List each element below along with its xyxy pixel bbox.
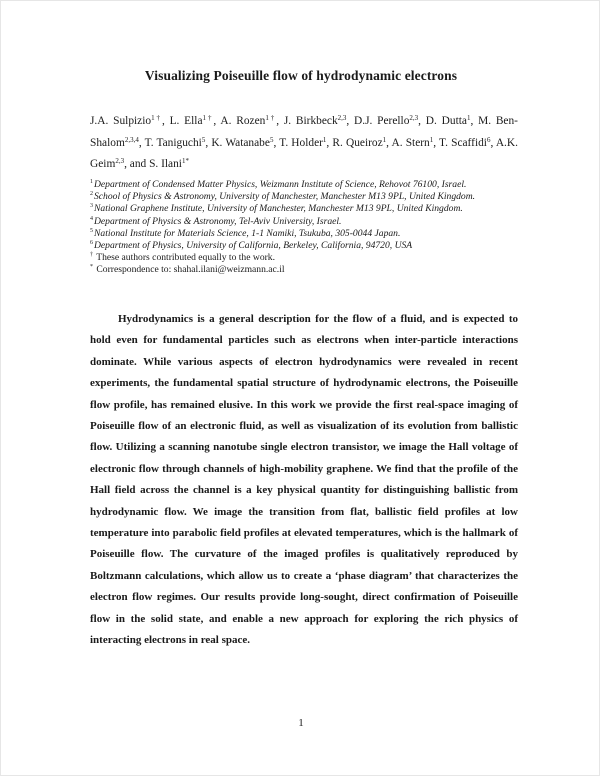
- affiliation-mark: 2: [90, 191, 93, 198]
- author-affiliation-mark: 5: [269, 135, 274, 144]
- author-separator: , and: [124, 158, 150, 170]
- affiliation: [90, 216, 518, 228]
- author-separator: ,: [138, 136, 145, 149]
- affiliation-mark: 5: [90, 227, 93, 234]
- author-affiliation-mark: 1†: [151, 114, 162, 122]
- author-affiliation-mark: 1†: [202, 114, 214, 122]
- author-affiliation-mark: 2,3,4: [124, 135, 139, 144]
- author-separator: ,: [346, 115, 355, 127]
- author-name: S. Ilani: [149, 158, 182, 170]
- author-note: [90, 252, 518, 264]
- affiliation-mark: 3: [90, 203, 93, 210]
- author-separator: ,: [205, 136, 212, 149]
- author-name: J. Birkbeck: [283, 115, 338, 127]
- author-name: A. Rozen: [220, 115, 266, 127]
- author-separator: ,: [273, 136, 280, 149]
- affiliation-text: National Graphene Institute, University of Manchester, Manchester M13 9PL, United Kingdom.: [94, 203, 463, 215]
- affiliation: [90, 191, 518, 203]
- affiliation-text: Department of Physics, University of California, Berkeley, California, 94720, USA: [94, 240, 413, 252]
- author-separator: ,: [276, 115, 284, 127]
- author-separator: ,: [386, 136, 392, 149]
- paper-title: Visualizing Poiseuille flow of hydrodynamic electrons: [144, 68, 458, 83]
- author-affiliation-mark: 5: [201, 135, 206, 144]
- note-text: Correspondence to: shahal.ilani@weizmann.ac.il: [96, 264, 285, 276]
- note-mark: *: [90, 264, 93, 271]
- author-affiliation-mark: 1*: [181, 157, 189, 165]
- affiliation-mark: 4: [90, 215, 93, 222]
- author-name: D.J. Perello: [354, 115, 410, 127]
- author-separator: ,: [470, 115, 479, 127]
- affiliation: [90, 240, 518, 252]
- author-name: L. Ella: [169, 115, 203, 127]
- author-affiliation-mark: 1: [382, 135, 387, 144]
- author-affiliation-mark: 1: [429, 135, 434, 144]
- affiliation-mark: 6: [90, 240, 93, 247]
- affiliation-text: National Institute for Materials Science, 1-1 Namiki, Tsukuba, 305-0044 Japan.: [94, 227, 401, 239]
- author-separator: ,: [213, 115, 221, 127]
- abstract-paragraph: Hydrodynamics is a general description for the flow of a fluid, and is expected to hold even for fundamental particles such as electrons when inter-particle interactions dominate. While various aspects of electron hydrodynamics were revealed in recent experiments, the fundamental spatial structure of hydrodynamic electrons, the Poiseuille flow profile, has remained elusive. In this work we provide the first real-space imaging of Poiseuille flow of an electronic fluid, as well as visualization of its evolution from ballistic flow. Utilizing a scanning nanotube single electron transistor, we image the Hall voltage of electronic flow through channels of high-mobility graphene. We find that the profile of the Hall field across the channel is a key physical quantity for distinguishing ballistic from hydrodynamic flow. We image the transition from flat, ballistic field profiles at low temperature into parabolic field profiles at elevated temperatures, which is the hallmark of Poiseuille flow. The curvature of the imaged profiles is qualitatively reproduced by Boltzmann calculations, which allow us to create a ‘phase diagram’ that characterizes the electron flow regimes. Our results provide long-sought, direct confirmation of Poiseuille flow in the solid state, and enable a new approach for exploring the rich physics of interacting electrons in real space.: [90, 313, 518, 647]
- affiliation: [90, 228, 518, 240]
- author-note: [90, 264, 518, 276]
- note-mark: †: [90, 252, 93, 259]
- author-name: J.A. Sulpizio: [90, 115, 152, 127]
- author-list: [90, 111, 518, 176]
- page-number: 1: [298, 717, 304, 729]
- author-name: R. Queiroz: [332, 136, 383, 149]
- affiliation: [90, 203, 518, 215]
- affiliation-text: School of Physics & Astronomy, University of Manchester, Manchester M13 9PL, United Kingdom.: [94, 191, 476, 203]
- affiliations-block: [90, 179, 518, 277]
- affiliation-text: Department of Physics & Astronomy, Tel-Aviv University, Israel.: [94, 215, 342, 227]
- author-name: K. Watanabe: [211, 136, 270, 149]
- author-affiliation-mark: 1: [466, 114, 471, 122]
- author-name: T. Holder: [279, 136, 323, 149]
- note-text: These authors contributed equally to the work.: [96, 252, 276, 264]
- author-affiliation-mark: 1: [322, 135, 327, 144]
- author-affiliation-mark: 2,3: [409, 114, 419, 122]
- author-separator: ,: [433, 136, 440, 149]
- author-name: T. Scaffidi: [439, 136, 487, 149]
- author-separator: ,: [161, 115, 170, 127]
- author-separator: ,: [418, 115, 426, 127]
- author-affiliation-mark: 6: [486, 135, 491, 144]
- author-name: A. Stern: [391, 136, 430, 149]
- affiliation-list: [90, 179, 518, 252]
- author-affiliation-mark: 2,3: [337, 114, 347, 122]
- author-name: A.K. Geim: [90, 136, 518, 170]
- author-name: D. Dutta: [425, 115, 467, 127]
- author-notes: [90, 252, 518, 276]
- author-separator: ,: [326, 136, 333, 149]
- author-name: M. Ben-Shalom: [90, 115, 518, 149]
- affiliation: [90, 179, 518, 191]
- affiliation-mark: 1: [90, 179, 93, 185]
- author-separator: ,: [490, 136, 496, 149]
- affiliation-text: Department of Condensed Matter Physics, Weizmann Institute of Science, Rehovot 76100, Israel.: [94, 179, 467, 190]
- author-name: T. Taniguchi: [144, 136, 202, 149]
- author-affiliation-mark: 1†: [265, 114, 277, 122]
- author-affiliation-mark: 2,3: [115, 157, 125, 165]
